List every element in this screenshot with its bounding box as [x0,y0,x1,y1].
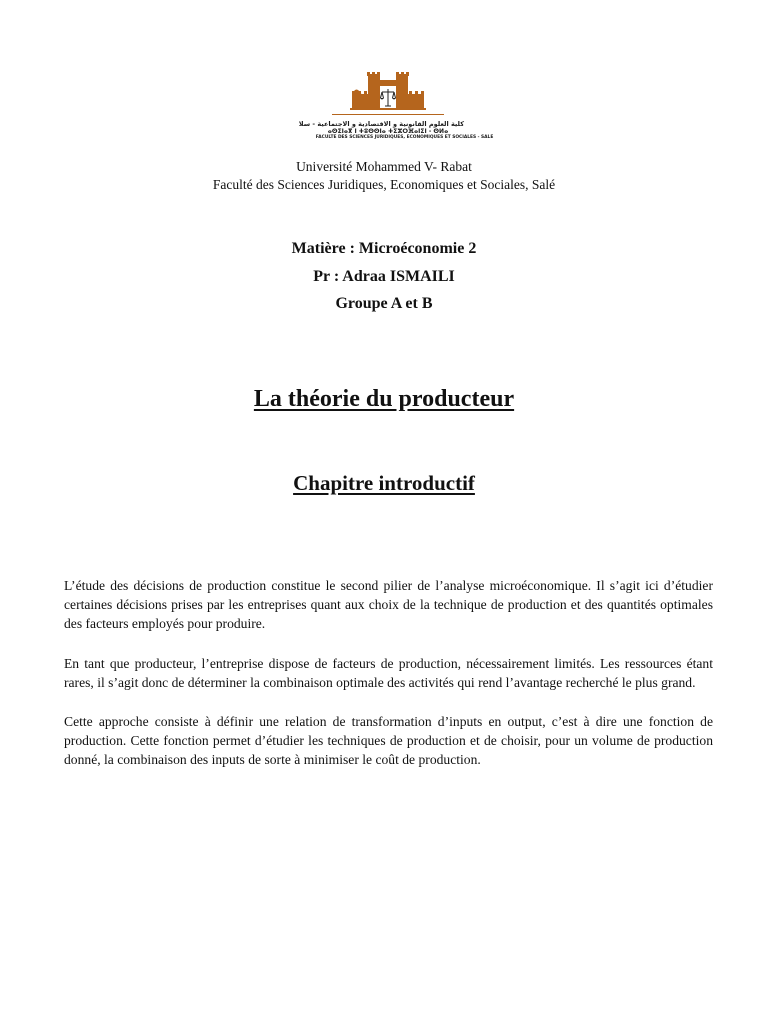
logo-french-name: FACULTE DES SCIENCES JURIDIQUES, ECONOMIQUES ET SOCIALES - SALE [315,135,494,140]
paragraph-intro: L’étude des décisions de production constitue le second pilier de l’analyse microéconomique. Il s’agit ici d’étudier certaines décisions prises par les entreprises quant aux choix de la technique de production et des quantités optimales des facteurs employés pour produire. [64,578,713,631]
course-subject: Matière : Microéconomie 2 [291,240,477,257]
document-title: La théorie du producteur [253,386,515,412]
paragraph-approach: Cette approche consiste à définir une relation de transformation d’inputs en output, c’est à dire une fonction de production. Cette fonction permet d’étudier les techniques de production et de choisir, pour un volume de production donné, la combinaison des inputs de sorte à minimiser le coût de production. [64,714,713,767]
logo-tifinagh-name: ⴰⵙⵉⵏⴰⴳ ⵏ ⵜⵓⵙⵙⵏⴰ ⵜⵉⵣⵔⴼⴰⵏⵉⵏ - ⵙⵍⴰ [327,128,449,135]
logo-arabic-name: كلية العلوم القانونية و الاقتصادية و الاجتماعية - سلا [298,120,464,128]
course-group: Groupe A et B [335,295,433,312]
university-name: Université Mohammed V- Rabat [296,159,472,174]
chapter-title: Chapitre introductif [293,471,475,495]
faculty-logo [298,70,494,148]
faculty-logo-emblem-icon [312,70,464,120]
course-professor: Pr : Adraa ISMAILI [313,268,455,285]
faculty-name: Faculté des Sciences Juridiques, Economiques et Sociales, Salé [212,177,556,192]
paragraph-producer: En tant que producteur, l’entreprise dispose de facteurs de production, nécessairement limités. Les ressources étant rares, il s’agit donc de déterminer la combinaison optimale des activités qui rend l’avantage recherché le plus grand. [64,656,713,690]
